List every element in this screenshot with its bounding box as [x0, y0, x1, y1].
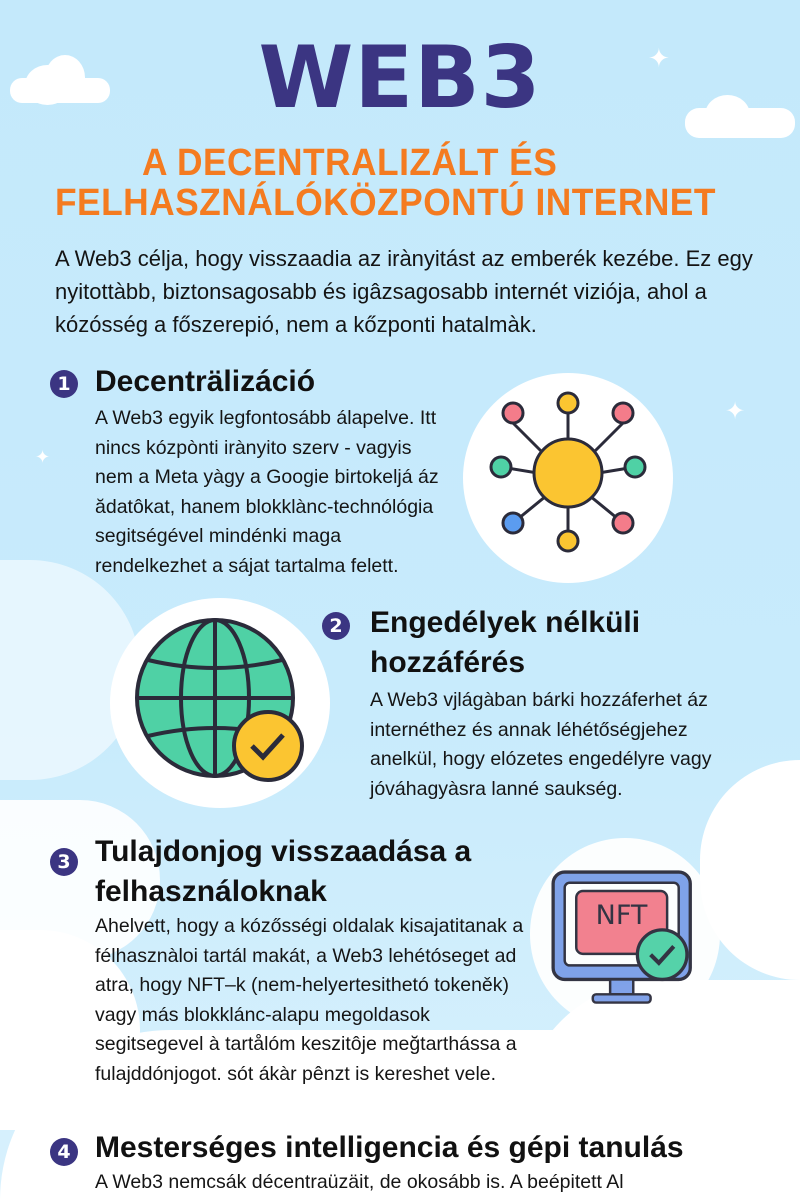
section-number-badge: 1 [50, 370, 78, 398]
section-body: Ahelvett, hogy a kózősségi oldalak kisajatitanak a félhasznàloi tartál makát, a Web3 lehétóseget ad atra, hogy NFT–k (nem-helyertesithetó tokeněk) vagy más blokklánc-alapu megoldasok segitsegevel à tartålóm keszitôje meğtarthássa a fulajddónjogot. sót ákàr pênzt is kereshet vele. [95, 915, 524, 1085]
icon-spacer [525, 912, 715, 1037]
sparkle-icon: ✦ [35, 447, 51, 467]
sparkle-icon: ✦ [648, 43, 670, 73]
section-body: A Web3 egyik legfontosább álapelve. Itt nincs kózpònti irànyito szerv - vagyis nem a Meta yàgy a Googie birtokeljá áz ădatôkat, hanem blokklànc-technólógia segitségével mindénki maga rendelkezhet a sájat tartalma felett. [95, 407, 439, 577]
section-number-badge: 2 [322, 612, 350, 640]
globe-check-icon [110, 598, 330, 808]
section-body: A Web3 nemcsák décentraüzäit, de okosább is. A beépitett Al [95, 1171, 624, 1193]
section-body: A Web3 vjlágàban bárki hozzáferhet áz internéthez és annak léhétőségjehez anelkül, hogy elózetes engedélyre vagy jóváhagyàsra lanné saukség. [370, 689, 712, 800]
intro-paragraph: A Web3 célja, hogy visszaadia az irànyitást az emberék kezébe. Ez egy nyitottàbb, biztonsagosabb és igâzsagosabb internét viziója, ahol a kózósség a főszerepió, nem a kőzponti hatalmàk. [55, 246, 753, 337]
section-number-badge: 3 [50, 848, 78, 876]
nft-label: NFT [595, 900, 648, 931]
subtitle-line-2: FELHASZNÁLÓKÖZPONTÚ INTERNET [55, 182, 716, 224]
section-number-badge: 4 [50, 1138, 78, 1166]
subtitle-line-1: A DECENTRALIZÁLT ÉS [142, 142, 558, 184]
sparkle-icon: ✦ [725, 398, 746, 425]
section-title: Tulajdonjog visszaadása a felhasználoknak [95, 835, 472, 908]
section-title: Decenträlizáció [95, 365, 316, 398]
network-hub-icon [463, 373, 673, 583]
page-title: WEB3 [258, 28, 542, 128]
section-title: Engedélyek nélküli hozzáférés [370, 606, 641, 679]
section-body-wrapper [95, 912, 715, 1089]
section-title: Mesterséges intelligencia és gépi tanulás [95, 1131, 684, 1164]
